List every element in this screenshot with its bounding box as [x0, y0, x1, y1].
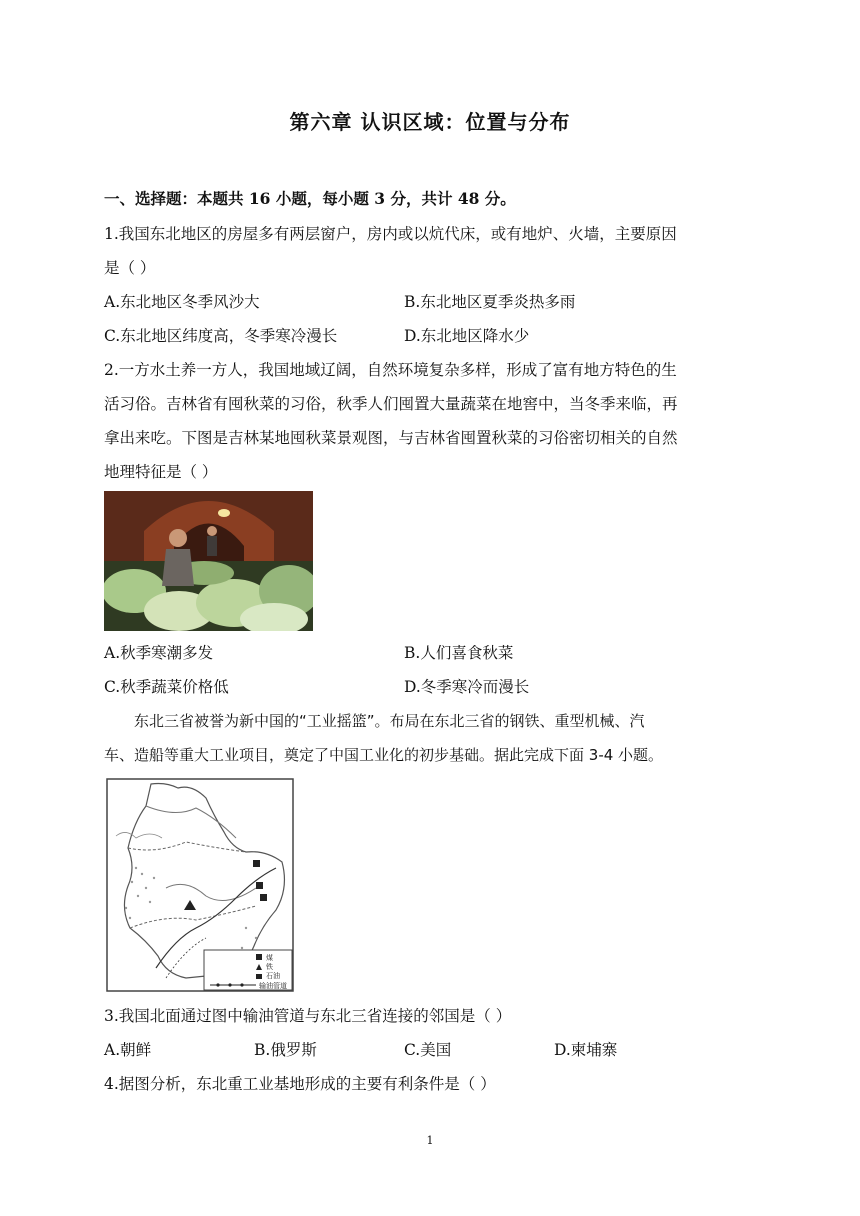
question-3-option-b: B.俄罗斯	[254, 1041, 317, 1059]
question-2-line-2: 活习俗。吉林省有囤秋菜的习俗，秋季人们囤置大量蔬菜在地窖中，当冬季来临，再	[104, 395, 678, 413]
question-2-line-3: 拿出来吃。下图是吉林某地囤秋菜景观图，与吉林省囤置秋菜的习俗密切相关的自然	[104, 429, 678, 447]
question-1-option-b: B.东北地区夏季炎热多雨	[404, 293, 576, 311]
question-1-line-1: 1.我国东北地区的房屋多有两层窗户，房内或以炕代床，或有地炉、火墙，主要原因	[104, 225, 677, 243]
passage-line-1: 东北三省被誉为新中国的“工业摇篮”。布局在东北三省的钢铁、重型机械、汽	[134, 712, 645, 730]
question-2-option-b: B.人们喜食秋菜	[404, 644, 514, 662]
question-1-line-2: 是（ ）	[104, 259, 156, 277]
legend-coal: 煤	[266, 954, 273, 962]
question-2-option-d: D.冬季寒冷而漫长	[404, 678, 530, 696]
legend-iron: 铁	[266, 963, 273, 971]
question-3-option-c: C.美国	[404, 1041, 452, 1059]
question-3-option-a: A.朝鲜	[104, 1041, 152, 1059]
cabbage-cellar-photo	[104, 491, 313, 631]
question-1-option-c: C.东北地区纬度高，冬季寒冷漫长	[104, 327, 338, 345]
question-2-line-1: 2.一方水土养一方人，我国地域辽阔，自然环境复杂多样，形成了富有地方特色的生	[104, 361, 677, 379]
question-2-line-4: 地理特征是（ ）	[104, 463, 218, 481]
question-3-line-1: 3.我国北面通过图中输油管道与东北三省连接的邻国是（ ）	[104, 1007, 512, 1025]
question-4-line-1: 4.据图分析，东北重工业基地形成的主要有利条件是（ ）	[104, 1075, 496, 1093]
legend-oil: 石油	[266, 972, 280, 980]
passage-line-2: 车、造船等重大工业项目，奠定了中国工业化的初步基础。据此完成下面 3-4 小题。	[104, 746, 664, 764]
section-heading: 一、选择题：本题共 16 小题，每小题 3 分，共计 48 分。	[104, 189, 516, 208]
legend-pipeline: 输油管道	[259, 982, 287, 990]
page-number: 1	[426, 1134, 434, 1147]
question-1-option-a: A.东北地区冬季风沙大	[104, 293, 260, 311]
question-3-option-d: D.柬埔寨	[554, 1041, 618, 1059]
question-2-option-a: A.秋季寒潮多发	[104, 644, 214, 662]
question-1-option-d: D.东北地区降水少	[404, 327, 530, 345]
northeast-china-map	[106, 778, 294, 992]
question-2-option-c: C.秋季蔬菜价格低	[104, 678, 229, 696]
page-title: 第六章 认识区域：位置与分布	[289, 110, 571, 134]
